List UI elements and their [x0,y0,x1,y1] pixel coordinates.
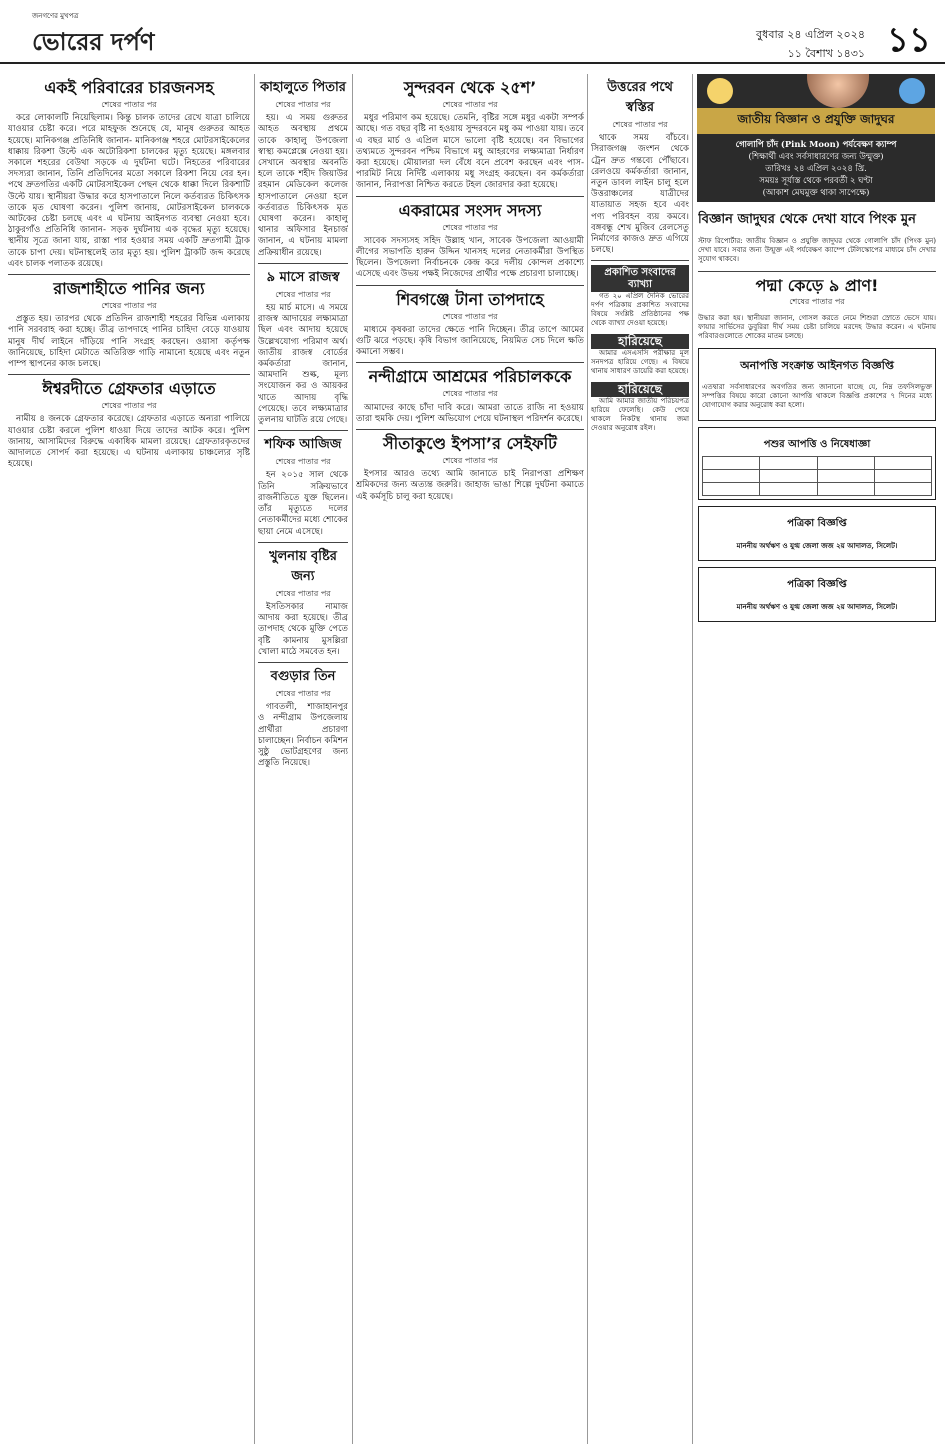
article-continuation: শেষের পাতার পর [275,457,331,467]
pink-moon-image [807,74,869,108]
article-body: হন ২০১৫ সাল থেকে তিনি সক্রিয়ভাবে রাজনীতিতে যুক্ত ছিলেন। তাঁর মৃত্যুতে দলের নেতাকর্মীদের মধ্যে শোকের ছায়া নেমে এসেছে। [258,470,348,537]
divider [258,542,348,543]
article-continuation: শেষের পাতার পর [442,456,498,466]
article-body: স্টাফ রিপোর্টার: জাতীয় বিজ্ঞান ও প্রযুক্তি জাদুঘর থেকে গোলাপি চাঁদ (পিংক মুন) দেখা যাবে। সবার জন্য উন্মুক্ত এই পর্যবেক্ষণ ক্যাম্পে টেলিস্কোপের মাধ্যমে চাঁদ দেখার সুযোগ থাকবে। [698,237,936,263]
museum-line: (শিক্ষার্থী এবং সর্বসাধারণের জন্য উন্মুক্ত) [748,151,884,161]
column-divider [692,74,693,1444]
notice-body: আমি আমার জাতীয় পরিচয়পত্র হারিয়ে ফেলেছি। কেউ পেয়ে থাকলে নিকটস্থ থানায় জমা দেওয়ার অনুরোধ রইল। [591,397,689,433]
article-headline: ঈশ্বরদীতে গ্রেফতার এড়াতে [42,379,216,399]
article-continuation: শেষের পাতার পর [612,120,668,129]
article-continuation: শেষের পাতার পর [101,301,157,311]
court-notice-box [698,427,936,500]
column-4 [591,74,689,1444]
article-headline: সুন্দরবন থেকে ২৫শ’ [403,78,537,97]
article-continuation: শেষের পাতার পর [275,688,331,698]
article-continuation: শেষের পাতার পর [442,389,498,399]
divider [258,662,348,663]
legal-notice-box [698,348,936,421]
article-headline: রাজশাহীতে পানির জন্য [53,279,205,299]
column-5 [698,206,936,1444]
notice-table [702,456,932,496]
logo-name: ভোরের দর্পণ [32,28,155,56]
notice-body: গত ২০ এপ্রিল দৈনিক ভোরের দর্পণ পত্রিকায় প্রকাশিত সংবাদের বিষয়ে সংশ্লিষ্ট প্রতিষ্ঠানের পক্ষ থেকে ব্যাখ্যা দেওয়া হয়েছে। [591,291,689,327]
article-continuation: শেষের পাতার পর [275,289,331,299]
section-header: হারিয়েছে [591,382,689,397]
logo-tagline: জনগণের মুখপত্র [32,12,79,20]
article-headline: উত্তরের পথে স্বস্তির [607,80,673,115]
notice-headline: পত্রিকা বিজ্ঞপ্তি [787,579,847,590]
notice-body: মাননীয় অর্থঋণ ও যুগ্ম জেলা জজ ২য় আদালত, সিলেট। [736,602,898,611]
article-continuation: শেষের পাতার পর [275,100,331,109]
museum-banner [697,74,935,202]
museum-title: জাতীয় বিজ্ঞান ও প্রযুক্তি জাদুঘর [697,108,935,134]
article-body: নামীয় ৪ জনকে গ্রেফতার করেছে। গ্রেফতার এড়াতে অন্যরা পালিয়ে যাওয়ার চেষ্টা করলে পুলিশ ধাওয়া দিয়ে তাদের আটক করে। পুলিশ জানায়, আসামিদের বিরুদ্ধে একাধিক মামলা রয়েছে। গ্রেফতারকৃতদের আদালতে সোপর্দ করা হয়েছে। এ ঘটনায় এলাকায় চাঞ্চল্যের সৃষ্টি হয়েছে। [8,414,250,470]
museum-line: তারিখঃ ২৪ এপ্রিল ২০২৪ খ্রি. [765,163,867,173]
column-divider [352,74,353,1444]
article-headline: বগুড়ার তিন [270,668,336,684]
article-headline: নন্দীগ্রামে আশ্রমের পরিচালককে [368,367,572,387]
article-body: মধুর পরিমাণ কম হয়েছে। তেমনি, বৃষ্টির সঙ্গে মধুর একটা সম্পর্ক আছে। গত বছর বৃষ্টি না হওয়ায় সুন্দরবনে মধু কম পাওয়া যায়। তবে এ বছর মার্চ ও এপ্রিল মাসে ভালো বৃষ্টি হয়েছে। বন বিভাগের তথ্যমতে সুন্দরবন পশ্চিম বিভাগে মধু আহরণের লক্ষ্যমাত্রা নির্ধারণ করা হয়েছে। মৌয়ালরা দল বেঁধে বনে প্রবেশ করছেন এবং পাস-পারমিট নিয়ে নির্দিষ্ট এলাকায় মধু সংগ্রহ করছেন। বন কর্মকর্তারা জানান, নিরাপত্তা নিশ্চিত করতে টহল জোরদার করা হয়েছে। [356,113,584,191]
notice-headline: অনাপত্তি সংক্রান্ত আইনগত বিজ্ঞপ্তি [740,359,894,372]
section-header: হারিয়েছে [591,334,689,349]
museum-event: গোলাপি চাঁদ (Pink Moon) পর্যবেক্ষণ ক্যাম্প [735,139,897,149]
article-continuation: শেষের পাতার পর [789,297,845,306]
article-body: ইপসার আরও তথ্যে আমি জানাতে চাই নিরাপত্তা প্রশিক্ষণ শ্রমিকদের জন্য অত্যন্ত জরুরি। জাহাজ ভাঙা শিল্পে দুর্ঘটনা কমাতে এই কর্মসূচি চালু করা হয়েছে। [356,469,584,502]
divider [258,263,348,264]
article-headline: কাহালুতে পিতার [260,80,346,95]
museum-logo-icon [707,78,733,104]
notice-body: মাননীয় অর্থঋণ ও যুগ্ম জেলা জজ ২য় আদালত, সিলেট। [736,541,898,550]
divider [356,196,584,197]
article-continuation: শেষের পাতার পর [442,222,498,232]
divider [356,362,584,363]
column-divider [254,74,255,1444]
court-notice-box [698,506,936,561]
column-3 [356,74,584,1444]
page-number: ১১ [886,20,931,60]
article-continuation: শেষের পাতার পর [275,588,331,598]
article-headline: সীতাকুণ্ডে ইপসা’র সেইফটি [383,434,557,454]
divider [258,430,348,431]
article-body: মাধ্যমে কৃষকরা তাদের ক্ষেতে পানি দিচ্ছেন। তীব্র তাপে আমের গুটি ঝরে পড়ছে। কৃষি বিভাগ জানিয়েছে, নিয়মিত সেচ দিলে ক্ষতি কমানো সম্ভব। [356,324,584,358]
masthead [0,0,945,64]
column-divider [587,74,588,1444]
article-body: গাবতলী, শাজাহানপুর ও নন্দীগ্রাম উপজেলায় প্রার্থীরা প্রচারণা চালাচ্ছেন। নির্বাচন কমিশন সুষ্ঠু ভোটগ্রহণের জন্য প্রস্তুতি নিয়েছে। [258,702,348,769]
divider [698,271,936,272]
article-continuation: শেষের পাতার পর [101,401,157,411]
article-headline: শিবগঞ্জে টানা তাপদাহে [396,289,544,309]
article-headline: শফিক আজিজ [264,437,342,453]
notice-headline: পশুর আপত্তি ও নিষেধাজ্ঞা [763,439,871,450]
column-2 [258,74,348,1444]
date-line-gregorian: বুধবার ২৪ এপ্রিল ২০২৪ [756,28,865,41]
section-header: প্রকাশিত সংবাদের ব্যাখ্যা [591,265,689,291]
divider [8,274,250,275]
museum-line: সময়ঃ সূর্যাস্ত থেকে পরবর্তী ২ ঘণ্টা [759,175,873,185]
article-body: ইসতিসকার নামাজ আদায় করা হয়েছে। তীব্র তাপদাহ থেকে মুক্তি পেতে বৃষ্টি কামনায় মুসল্লিরা খোলা মাঠে সমবেত হন। [258,601,348,657]
article-body: প্রস্তুত হয়। তারপর থেকে প্রতিদিন রাজশাহী শহরের বিভিন্ন এলাকায় পানি সরবরাহ করা হচ্ছে। তীব্র তাপদাহে পানির চাহিদা বেড়ে যাওয়ায় মানুষ দীর্ঘ লাইনে দাঁড়িয়ে পানি সংগ্রহ করছেন। ওয়াসা কর্তৃপক্ষ জানিয়েছে, চাহিদা মেটাতে অতিরিক্ত গাড়ি নামানো হয়েছে এবং নতুন পাম্প স্থাপনের কাজ চলছে। [8,314,250,370]
iso-logo-icon [899,78,925,104]
article-body: থাকে সময় বাঁচবে। সিরাজগঞ্জ জংশন থেকে ট্রেন দ্রুত গন্তব্যে পৌঁছাবে। রেলওয়ে কর্মকর্তারা জানান, নতুন ডাবল লাইন চালু হলে উত্তরাঞ্চলের যাত্রীদের যাতায়াত সহজ হবে এবং পণ্য পরিবহন ব্যয় কমবে। বঙ্গবন্ধু শেখ মুজিব রেলসেতু নির্মাণের কাজও দ্রুত এগিয়ে চলছে। [591,133,689,256]
article-headline: একই পরিবারের চারজনসহ [44,78,214,97]
article-headline: বিজ্ঞান জাদুঘর থেকে দেখা যাবে পিংক মুন [698,212,916,227]
article-body: হয় মার্চ মাসে। এ সময়ে রাজস্ব আদায়ের লক্ষ্যমাত্রা ছিল এবং আদায় হয়েছে উল্লেখযোগ্য পরিমাণ অর্থ। জাতীয় রাজস্ব বোর্ডের কর্মকর্তারা জানান, আমদানি শুল্ক, মূল্য সংযোজন কর ও আয়কর খাতে আদায় বৃদ্ধি পেয়েছে। তবে লক্ষ্যমাত্রার তুলনায় ঘাটতি রয়ে গেছে। [258,303,348,426]
article-continuation: শেষের পাতার পর [442,100,498,109]
article-body: হয়। এ সময় গুরুতর আহত অবস্থায় প্রথমে তাকে কাহালু উপজেলা স্বাস্থ্য কমপ্লেক্সে নেওয়া হয়। সেখানে অবস্থার অবনতি হলে তাকে শহীদ জিয়াউর রহমান মেডিকেল কলেজ হাসপাতালে নেওয়া হলে কর্তব্যরত চিকিৎসক মৃত ঘোষণা করেন। কাহালু থানার অফিসার ইনচার্জ জানান, এ ঘটনায় মামলা প্রক্রিয়াধীন রয়েছে। [258,113,348,258]
article-body: সাবেক সদস্যসহ সহিদ উল্লাহ খান, সাবেক উপজেলা আওয়ামী লীগের সভাপতি হারুন উদ্দিন খানসহ দলের নেতাকর্মীরা উপস্থিত ছিলেন। উপজেলা নির্বাচনকে কেন্দ্র করে দলীয় কোন্দল প্রকাশ্যে এসেছে এবং উভয় পক্ষই নিজেদের প্রার্থীর পক্ষে প্রচারণা চালাচ্ছে। [356,235,584,280]
column-1 [8,74,250,1444]
article-headline: খুলনায় বৃষ্টির জন্য [269,548,337,584]
divider [8,374,250,375]
museum-line: (আকাশ মেঘমুক্ত থাকা সাপেক্ষে) [762,187,870,197]
notice-headline: পত্রিকা বিজ্ঞপ্তি [787,518,847,529]
article-body: উদ্ধার করা হয়। স্থানীয়রা জানান, গোসল করতে নেমে শিশুরা স্রোতে ভেসে যায়। ফায়ার সার্ভিসের ডুবুরিরা দীর্ঘ সময় চেষ্টা চালিয়ে মরদেহ উদ্ধার করেন। এ ঘটনায় পরিবারগুলোতে শোকের মাতম চলছে। [698,314,936,340]
article-headline: একরামের সংসদ সদস্য [398,200,542,220]
date-line-bangla: ১১ বৈশাখ ১৪৩১ [787,47,865,60]
notice-body: এতদ্বারা সর্বসাধারণের অবগতির জন্য জানানো যাচ্ছে যে, নিম্ন তফসিলভুক্ত সম্পত্তির বিষয়ে কারো কোনো আপত্তি থাকলে বিজ্ঞপ্তি প্রকাশের ৭ দিনের মধ্যে যোগাযোগ করার অনুরোধ করা হলো। [702,383,932,409]
divider [356,285,584,286]
notice-body: আমার এসএসসি পরীক্ষার মূল সনদপত্র হারিয়ে গেছে। এ বিষয়ে থানায় সাধারণ ডায়েরি করা হয়েছে। [591,349,689,376]
article-headline: ৯ মাসে রাজস্ব [266,269,340,285]
date-block [756,26,865,64]
divider [356,429,584,430]
article-continuation: শেষের পাতার পর [442,311,498,321]
divider [591,260,689,261]
article-body: করে লোকালটি নিয়েছিলাম। কিন্তু চালক তাদের রেখে যাত্রা চালিয়ে যাওয়ার চেষ্টা করে। পরে মাহফুজ শুনেছে যে, মানুষ গুরুতর আহত হয়েছে। মানিকগঞ্জ প্রতিনিধি জানান- মানিকগঞ্জ শহরে মোটরসাইকেলের ধাক্কায় রিকশা উল্টে এক অটোরিকশা চালকের মৃত্যু হয়েছে। মঙ্গলবার সকালে শহরের বেউথা সড়কে এ দুর্ঘটনা ঘটে। নিহতের পরিবারের সদস্যরা জানান, তিনি প্রতিদিনের মতো সকালে রিকশা নিয়ে বের হন। পথে দ্রুতগতির একটি মোটরসাইকেল পেছন থেকে ধাক্কা দিলে রিকশাটি উল্টে যায়। স্থানীয়রা উদ্ধার করে হাসপাতালে নিলে কর্তব্যরত চিকিৎসক তাকে মৃত ঘোষণা করেন। পুলিশ জানায়, মোটরসাইকেল চালককে আটকের চেষ্টা চলছে এবং এ ঘটনায় আইনগত ব্যবস্থা নেওয়া হবে। ঠাকুরগাঁও প্রতিনিধি জানান- সড়ক দুর্ঘটনায় এক বৃদ্ধের মৃত্যু হয়েছে। স্থানীয় সূত্রে জানা যায়, রাস্তা পার হওয়ার সময় একটি দ্রুতগামী ট্রাক তাকে চাপা দেয়। ঘটনাস্থলেই তার মৃত্যু হয়। পুলিশ ট্রাকটি জব্দ করেছে এবং চালক পলাতক রয়েছে। [8,113,250,269]
article-body: আমাদের কাছে চাঁদা দাবি করে। আমরা তাতে রাজি না হওয়ায় তারা হুমকি দেয়। পুলিশ অভিযোগ পেয়ে ঘটনাস্থল পরিদর্শন করেছে। [356,402,584,424]
article-continuation: শেষের পাতার পর [101,100,157,109]
court-notice-box [698,567,936,622]
newspaper-logo [32,10,154,64]
article-headline: পদ্মা কেড়ে ৯ প্রাণ! [755,276,879,295]
